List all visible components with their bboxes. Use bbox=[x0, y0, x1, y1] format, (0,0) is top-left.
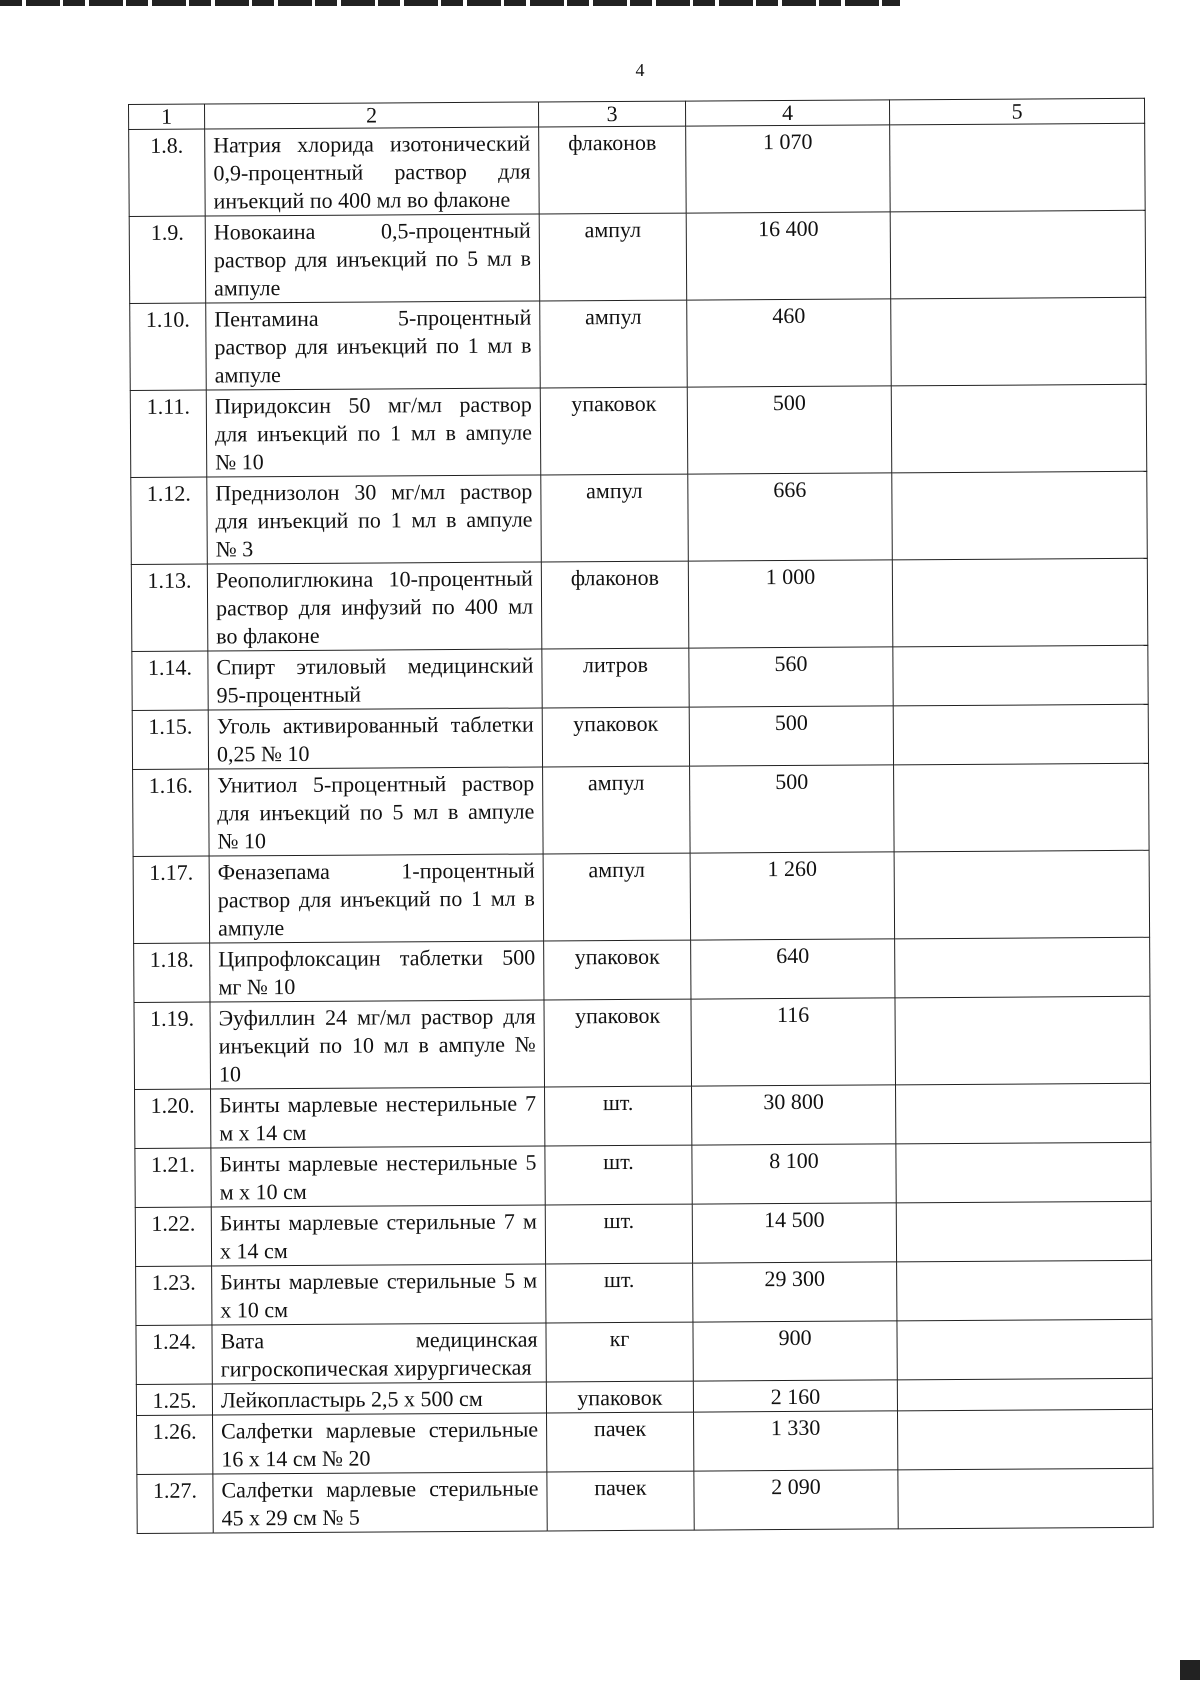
item-unit: упаковок bbox=[544, 940, 691, 1000]
item-quantity: 666 bbox=[688, 473, 893, 561]
row-number: 1.27. bbox=[137, 1474, 213, 1533]
item-quantity: 1 000 bbox=[688, 560, 893, 648]
supply-table bbox=[128, 98, 1154, 1534]
item-unit: ампул bbox=[541, 474, 689, 562]
row-number: 1.21. bbox=[135, 1148, 211, 1207]
item-quantity: 560 bbox=[689, 647, 893, 707]
table-row bbox=[137, 1468, 1153, 1533]
item-note bbox=[897, 1409, 1152, 1470]
row-number: 1.24. bbox=[136, 1325, 212, 1384]
item-name: Унитиол 5-процентный раствор для инъекций по 5 мл в ампуле № 10 bbox=[209, 767, 544, 856]
item-name: Пентамина 5-процентный раствор для инъекций по 1 мл в ампуле bbox=[206, 301, 541, 390]
item-quantity: 1 070 bbox=[686, 125, 891, 213]
row-number: 1.15. bbox=[132, 710, 208, 769]
scan-edge-mark bbox=[1180, 1660, 1200, 1680]
row-number: 1.13. bbox=[131, 564, 208, 651]
item-unit: ампул bbox=[543, 853, 691, 941]
table-row bbox=[130, 384, 1147, 477]
item-unit: пачек bbox=[547, 1412, 694, 1472]
item-note bbox=[891, 384, 1147, 473]
item-note bbox=[896, 1201, 1151, 1262]
header-col-4: 4 bbox=[685, 100, 889, 126]
item-note bbox=[896, 1142, 1151, 1203]
table-row bbox=[132, 645, 1148, 710]
item-unit: шт. bbox=[546, 1263, 693, 1323]
item-quantity: 116 bbox=[691, 998, 896, 1086]
item-unit: упаковок bbox=[540, 387, 688, 475]
row-number: 1.16. bbox=[133, 769, 210, 856]
item-note bbox=[890, 210, 1146, 299]
item-name: Лейкопластырь 2,5 х 500 см bbox=[212, 1382, 546, 1415]
item-quantity: 30 800 bbox=[692, 1085, 896, 1145]
row-number: 1.11. bbox=[130, 390, 207, 477]
header-col-3: 3 bbox=[538, 101, 685, 127]
item-note bbox=[894, 763, 1150, 852]
item-note bbox=[890, 123, 1146, 212]
item-unit: пачек bbox=[547, 1471, 694, 1531]
page-number: 4 bbox=[635, 60, 645, 80]
table-row bbox=[129, 123, 1146, 216]
item-unit: упаковок bbox=[544, 999, 692, 1087]
item-quantity: 2 090 bbox=[694, 1470, 898, 1530]
item-name: Салфетки марлевые стерильные 45 х 29 см № 5 bbox=[213, 1472, 547, 1533]
item-unit: упаковок bbox=[546, 1381, 693, 1413]
item-quantity: 500 bbox=[687, 386, 892, 474]
table-row bbox=[131, 558, 1148, 651]
item-note bbox=[891, 297, 1147, 386]
item-quantity: 1 260 bbox=[690, 852, 895, 940]
row-number: 1.8. bbox=[129, 129, 206, 216]
row-number: 1.20. bbox=[135, 1089, 211, 1148]
header-col-2: 2 bbox=[205, 102, 539, 129]
row-number: 1.14. bbox=[132, 651, 208, 710]
item-note bbox=[897, 1260, 1152, 1321]
item-quantity: 8 100 bbox=[692, 1144, 896, 1204]
item-unit: ампул bbox=[543, 766, 691, 854]
item-unit: кг bbox=[546, 1322, 693, 1382]
item-note bbox=[893, 645, 1148, 706]
item-name: Натрия хлорида изотонический 0,9-процентный раствор для инъекций по 400 мл во флаконе bbox=[205, 127, 540, 216]
table-row bbox=[133, 763, 1150, 856]
item-name: Бинты марлевые стерильные 5 м х 10 см bbox=[212, 1264, 546, 1325]
item-name: Уголь активированный таблетки 0,25 № 10 bbox=[208, 708, 542, 769]
item-name: Пиридоксин 50 мг/мл раствор для инъекций по 1 мл в ампуле № 10 bbox=[206, 388, 541, 477]
header-col-1: 1 bbox=[129, 104, 205, 129]
table-row bbox=[129, 210, 1146, 303]
item-quantity: 14 500 bbox=[692, 1203, 896, 1263]
item-note bbox=[897, 1378, 1152, 1411]
item-name: Бинты марлевые нестерильные 5 м х 10 см bbox=[211, 1146, 545, 1207]
table-row bbox=[135, 1083, 1151, 1148]
item-quantity: 2 160 bbox=[693, 1380, 897, 1412]
row-number: 1.26. bbox=[137, 1415, 213, 1474]
item-note bbox=[894, 850, 1150, 939]
item-note bbox=[895, 996, 1151, 1085]
row-number: 1.23. bbox=[136, 1266, 212, 1325]
item-unit: флаконов bbox=[539, 126, 687, 214]
item-note bbox=[897, 1319, 1152, 1380]
item-name: Новокаина 0,5-процентный раствор для инъекций по 5 мл в ампуле bbox=[205, 214, 540, 303]
item-quantity: 29 300 bbox=[693, 1262, 897, 1322]
header-col-5: 5 bbox=[889, 98, 1144, 125]
item-unit: шт. bbox=[545, 1145, 692, 1205]
item-quantity: 460 bbox=[687, 299, 892, 387]
table-row bbox=[133, 850, 1150, 943]
item-unit: литров bbox=[542, 648, 689, 708]
item-note bbox=[898, 1468, 1153, 1529]
item-name: Эуфиллин 24 мг/мл раствор для инъекций по 10 мл в ампуле № 10 bbox=[210, 1000, 545, 1089]
item-name: Реополиглюкина 10-процентный раствор для инфузий по 400 мл во флаконе bbox=[207, 562, 542, 651]
item-quantity: 900 bbox=[693, 1321, 897, 1381]
item-quantity: 640 bbox=[691, 939, 895, 999]
table-row bbox=[130, 297, 1147, 390]
table-row bbox=[132, 704, 1148, 769]
item-name: Феназепама 1-процентный раствор для инъекций по 1 мл в ампуле bbox=[209, 854, 544, 943]
item-unit: шт. bbox=[545, 1086, 692, 1146]
item-note bbox=[896, 1083, 1151, 1144]
item-name: Вата медицинская гигроскопическая хирургическая bbox=[212, 1323, 546, 1384]
row-number: 1.12. bbox=[131, 477, 208, 564]
item-unit: флаконов bbox=[541, 561, 689, 649]
item-unit: ампул bbox=[539, 213, 687, 301]
row-number: 1.18. bbox=[134, 943, 210, 1002]
item-name: Салфетки марлевые стерильные 16 х 14 см № 20 bbox=[213, 1413, 547, 1474]
table-row bbox=[135, 1142, 1151, 1207]
item-quantity: 500 bbox=[689, 706, 893, 766]
table-row bbox=[131, 471, 1148, 564]
table-row bbox=[136, 1260, 1152, 1325]
scan-edge-top bbox=[0, 0, 900, 6]
item-name: Бинты марлевые нестерильные 7 м х 14 см bbox=[211, 1087, 545, 1148]
row-number: 1.17. bbox=[133, 856, 210, 943]
item-quantity: 500 bbox=[690, 765, 895, 853]
table-row bbox=[136, 1319, 1152, 1384]
item-quantity: 16 400 bbox=[686, 212, 891, 300]
table-row bbox=[134, 996, 1151, 1089]
row-number: 1.22. bbox=[135, 1207, 211, 1266]
row-number: 1.25. bbox=[136, 1384, 212, 1415]
item-note bbox=[893, 704, 1148, 765]
item-name: Бинты марлевые стерильные 7 м х 14 см bbox=[211, 1205, 545, 1266]
item-note bbox=[892, 471, 1148, 560]
row-number: 1.19. bbox=[134, 1002, 211, 1089]
item-unit: упаковок bbox=[542, 707, 689, 767]
item-unit: ампул bbox=[540, 300, 688, 388]
item-unit: шт. bbox=[545, 1204, 692, 1264]
table-row bbox=[137, 1409, 1153, 1474]
item-name: Спирт этиловый медицинский 95-процентный bbox=[208, 649, 542, 710]
table-row bbox=[135, 1201, 1151, 1266]
item-quantity: 1 330 bbox=[694, 1411, 898, 1471]
table-row bbox=[134, 937, 1150, 1002]
item-note bbox=[895, 937, 1150, 998]
item-note bbox=[892, 558, 1148, 647]
row-number: 1.10. bbox=[130, 303, 207, 390]
item-name: Преднизолон 30 мг/мл раствор для инъекций по 1 мл в ампуле № 3 bbox=[207, 475, 542, 564]
item-name: Ципрофлоксацин таблетки 500 мг № 10 bbox=[210, 941, 544, 1002]
row-number: 1.9. bbox=[129, 216, 206, 303]
